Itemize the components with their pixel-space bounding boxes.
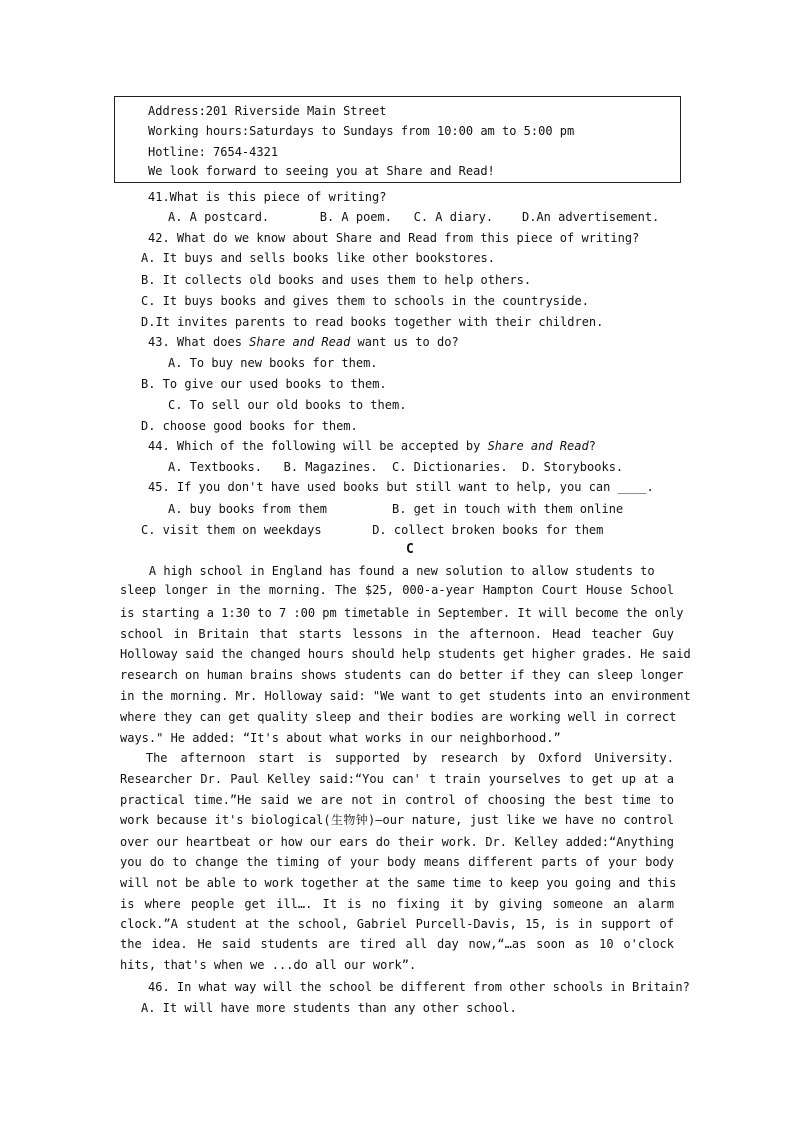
paragraph-line: The afternoon start is supported by research by Oxford University.: [120, 751, 674, 765]
question-45-options-cd: C. visit them on weekdays D. collect broken books for them: [141, 523, 604, 537]
paragraph-line: hits, that's when we ...do all our work”.: [120, 958, 417, 972]
question-44-stem: 44. Which of the following will be accepted by Share and Read?: [148, 439, 596, 453]
paragraph-line: clock.”A student at the school, Gabriel Purcell-Davis, 15, is in support of: [120, 917, 674, 931]
paragraph-line: Holloway said the changed hours should help students get higher grades. He said: [120, 647, 691, 661]
paragraph-line: ways." He added: “It's about what works in our neighborhood.”: [120, 731, 561, 745]
question-43-stem: 43. What does Share and Read want us to do?: [148, 335, 459, 349]
paragraph-line: practical time.”He said we are not in control of choosing the best time to: [120, 793, 674, 807]
question-46-stem: 46. In what way will the school be different from other schools in Britain?: [148, 980, 690, 994]
paragraph-line: A high school in England has found a new solution to allow students to: [120, 564, 655, 578]
paragraph-line: the idea. He said students are tired all day now,“…as soon as 10 o'clock: [120, 937, 674, 951]
paragraph-line: sleep longer in the morning. The $25, 000-a-year Hampton Court House School: [120, 583, 674, 597]
question-42-stem: 42. What do we know about Share and Read from this piece of writing?: [148, 231, 640, 245]
paragraph-line: research on human brains shows students can do better if they can sleep longer: [120, 668, 684, 682]
question-41-stem: 41.What is this piece of writing?: [148, 190, 387, 204]
paragraph-line: school in Britain that starts lessons in the afternoon. Head teacher Guy: [120, 627, 674, 641]
question-42-option-b: B. It collects old books and uses them to help others.: [141, 273, 532, 287]
paragraph-line: is where people get ill…. It is no fixing it by giving someone an alarm: [120, 897, 674, 911]
ad-address: Address:201 Riverside Main Street: [148, 104, 387, 118]
question-45-stem: 45. If you don't have used books but still want to help, you can ____.: [148, 480, 654, 494]
paragraph-line: will not be able to work together at the same time to keep you going and this: [120, 876, 677, 890]
paragraph-line: where they can get quality sleep and their bodies are working well in correct: [120, 710, 677, 724]
question-43-option-a: A. To buy new books for them.: [168, 356, 378, 370]
paragraph-line: you do to change the timing of your body means different parts of your body: [120, 855, 674, 869]
paragraph-line: is starting a 1:30 to 7 :00 pm timetable in September. It will become the only: [120, 606, 684, 620]
ad-closing: We look forward to seeing you at Share and Read!: [148, 164, 495, 178]
paragraph-line: in the morning. Mr. Holloway said: "We want to get students into an environment: [120, 689, 691, 703]
paragraph-line: over our heartbeat or how our ears do their work. Dr. Kelley added:“Anything: [120, 835, 674, 849]
paragraph-line: work because it's biological(生物钟)—our nature, just like we have no control: [120, 813, 674, 827]
question-42-option-c: C. It buys books and gives them to schools in the countryside.: [141, 294, 589, 308]
question-43-option-b: B. To give our used books to them.: [141, 377, 387, 391]
ad-working-hours: Working hours:Saturdays to Sundays from 10:00 am to 5:00 pm: [148, 124, 575, 138]
question-43-option-d: D. choose good books for them.: [141, 419, 358, 433]
question-46-option-a: A. It will have more students than any other school.: [141, 1001, 517, 1015]
question-42-option-a: A. It buys and sells books like other bookstores.: [141, 251, 496, 265]
ad-hotline: Hotline: 7654-4321: [148, 145, 279, 159]
question-42-option-d: D.It invites parents to read books together with their children.: [141, 315, 604, 329]
paragraph-line: Researcher Dr. Paul Kelley said:“You can' t train yourselves to get up at a: [120, 772, 674, 786]
question-41-options: A. A postcard. B. A poem. C. A diary. D.An advertisement.: [168, 210, 660, 224]
question-43-option-c: C. To sell our old books to them.: [168, 398, 407, 412]
question-44-options: A. Textbooks. B. Magazines. C. Dictionaries. D. Storybooks.: [168, 460, 624, 474]
section-c-heading: C: [406, 542, 414, 557]
question-45-options-ab: A. buy books from them B. get in touch with them online: [168, 502, 624, 516]
